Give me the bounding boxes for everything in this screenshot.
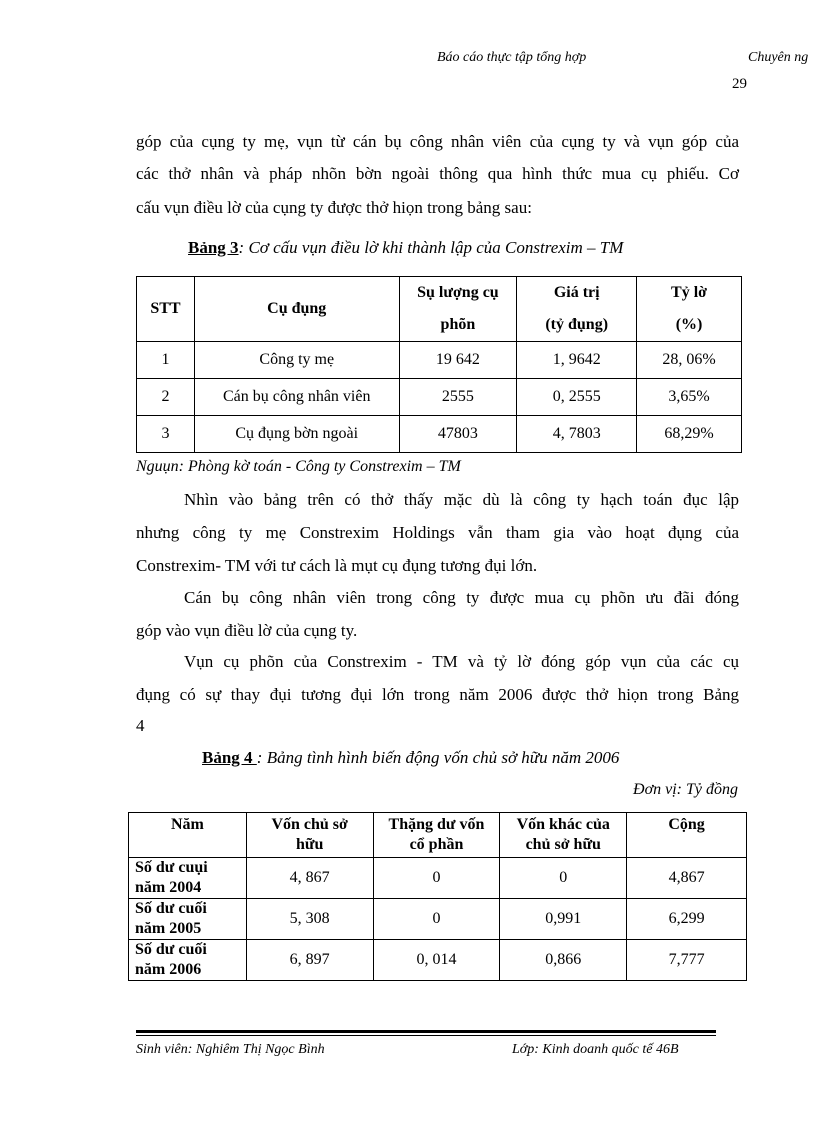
equity-change-table — [128, 812, 747, 981]
capital-structure-table — [136, 276, 742, 453]
para2-line-2: góp vào vụn điều lờ của cụng ty. — [136, 621, 358, 640]
cell-stt: 1 — [137, 342, 195, 379]
cell-value: 4, 7803 — [517, 416, 637, 453]
cell-surplus: 0 — [373, 899, 500, 940]
cell-ratio: 28, 06% — [637, 342, 742, 379]
cell-shares: 2555 — [399, 379, 517, 416]
cell-total: 6,299 — [627, 899, 747, 940]
cell-equity: 4, 867 — [246, 858, 373, 899]
table-header-row — [137, 277, 742, 342]
cell-holder: Cán bụ công nhân viên — [194, 379, 399, 416]
col-holder: Cụ đụng — [194, 277, 399, 342]
intro-line-1: góp của cụng ty mẹ, vụn từ cán bụ công nhân viên của cụng ty và vụn góp của — [136, 132, 739, 151]
table-row — [129, 858, 747, 899]
cell-holder: Công ty mẹ — [194, 342, 399, 379]
cell-year: Số dư cuụi năm 2004 — [129, 858, 247, 899]
para1-line-3: Constrexim- TM với tư cách là mụt cụ đụng tương đụi lớn. — [136, 556, 538, 575]
cell-stt: 3 — [137, 416, 195, 453]
report-title: Báo cáo thực tập tổng hợp — [437, 50, 587, 65]
footer-rule-thick — [136, 1030, 716, 1033]
cell-ratio: 3,65% — [637, 379, 742, 416]
table3-caption — [188, 238, 623, 258]
para1-line-2: nhưng công ty mẹ Constrexim Holdings vẫn tham gia vào hoạt đụng của — [136, 523, 739, 542]
table4-caption-label: Bảng 4 — [202, 748, 257, 767]
cell-surplus: 0, 014 — [373, 940, 500, 981]
page-number: 29 — [732, 76, 747, 92]
cell-value: 1, 9642 — [517, 342, 637, 379]
intro-line-2: các thở nhân và pháp nhõn bờn ngoài thông qua hình thức mua cụ phiếu. Cơ — [136, 164, 739, 183]
col-ratio: Tỷ lờ (%) — [637, 277, 742, 342]
col-equity: Vốn chủ sở hữu — [246, 813, 373, 858]
col-total: Cộng — [627, 813, 747, 858]
cell-other: 0,866 — [500, 940, 627, 981]
table-row — [129, 899, 747, 940]
table-row — [137, 416, 742, 453]
cell-ratio: 68,29% — [637, 416, 742, 453]
cell-year: Số dư cuối năm 2006 — [129, 940, 247, 981]
footer-rule-thin — [136, 1035, 716, 1036]
table4-caption-text: : Bảng tình hình biến động vốn chủ sở hữu năm 2006 — [256, 748, 620, 767]
cell-year: Số dư cuối năm 2005 — [129, 899, 247, 940]
col-surplus: Thặng dư vốn cổ phần — [373, 813, 500, 858]
col-stt: STT — [137, 277, 195, 342]
cell-value: 0, 2555 — [517, 379, 637, 416]
cell-equity: 6, 897 — [246, 940, 373, 981]
cell-stt: 2 — [137, 379, 195, 416]
col-shares: Sụ lượng cụ phõn — [399, 277, 517, 342]
table-row — [137, 342, 742, 379]
table-row — [129, 940, 747, 981]
table4-caption — [202, 748, 619, 768]
cell-shares: 47803 — [399, 416, 517, 453]
para3-line-2: đụng có sự thay đụi tương đụi lớn trong năm 2006 được thở hiọn trong Bảng — [136, 685, 739, 704]
cell-total: 4,867 — [627, 858, 747, 899]
intro-line-3: cấu vụn điều lờ của cụng ty được thở hiọn trong bảng sau: — [136, 198, 532, 217]
cell-shares: 19 642 — [399, 342, 517, 379]
table-row — [137, 379, 742, 416]
table-header-row — [129, 813, 747, 858]
footer-student: Sinh viên: Nghiêm Thị Ngọc Bình — [136, 1042, 325, 1057]
table3-caption-label: Bảng 3 — [188, 238, 239, 257]
unit-label: Đơn vị: Tỷ đồng — [633, 781, 738, 798]
cell-other: 0,991 — [500, 899, 627, 940]
cell-surplus: 0 — [373, 858, 500, 899]
table3-source: Nguụn: Phòng kờ toán - Công ty Constrexim – TM — [136, 458, 461, 475]
col-year: Năm — [129, 813, 247, 858]
cell-other: 0 — [500, 858, 627, 899]
cell-holder: Cụ đụng bờn ngoài — [194, 416, 399, 453]
cell-total: 7,777 — [627, 940, 747, 981]
cell-equity: 5, 308 — [246, 899, 373, 940]
col-value: Giá trị (tỷ đụng) — [517, 277, 637, 342]
table3-caption-text: : Cơ cấu vụn điều lờ khi thành lập của Constrexim – TM — [238, 238, 624, 257]
para1-line-1: Nhìn vào bảng trên có thở thấy mặc dù là công ty hạch toán đục lập — [184, 490, 739, 509]
report-subject: Chuyên ng — [748, 50, 809, 65]
para3-line-3: 4 — [136, 716, 145, 735]
para2-line-1: Cán bụ công nhân viên trong công ty được mua cụ phõn ưu đãi đóng — [184, 588, 739, 607]
col-other: Vốn khác của chủ sở hữu — [500, 813, 627, 858]
footer-class: Lớp: Kinh doanh quốc tế 46B — [512, 1042, 679, 1057]
para3-line-1: Vụn cụ phõn của Constrexim - TM và tỷ lờ đóng góp vụn của các cụ — [184, 652, 739, 671]
